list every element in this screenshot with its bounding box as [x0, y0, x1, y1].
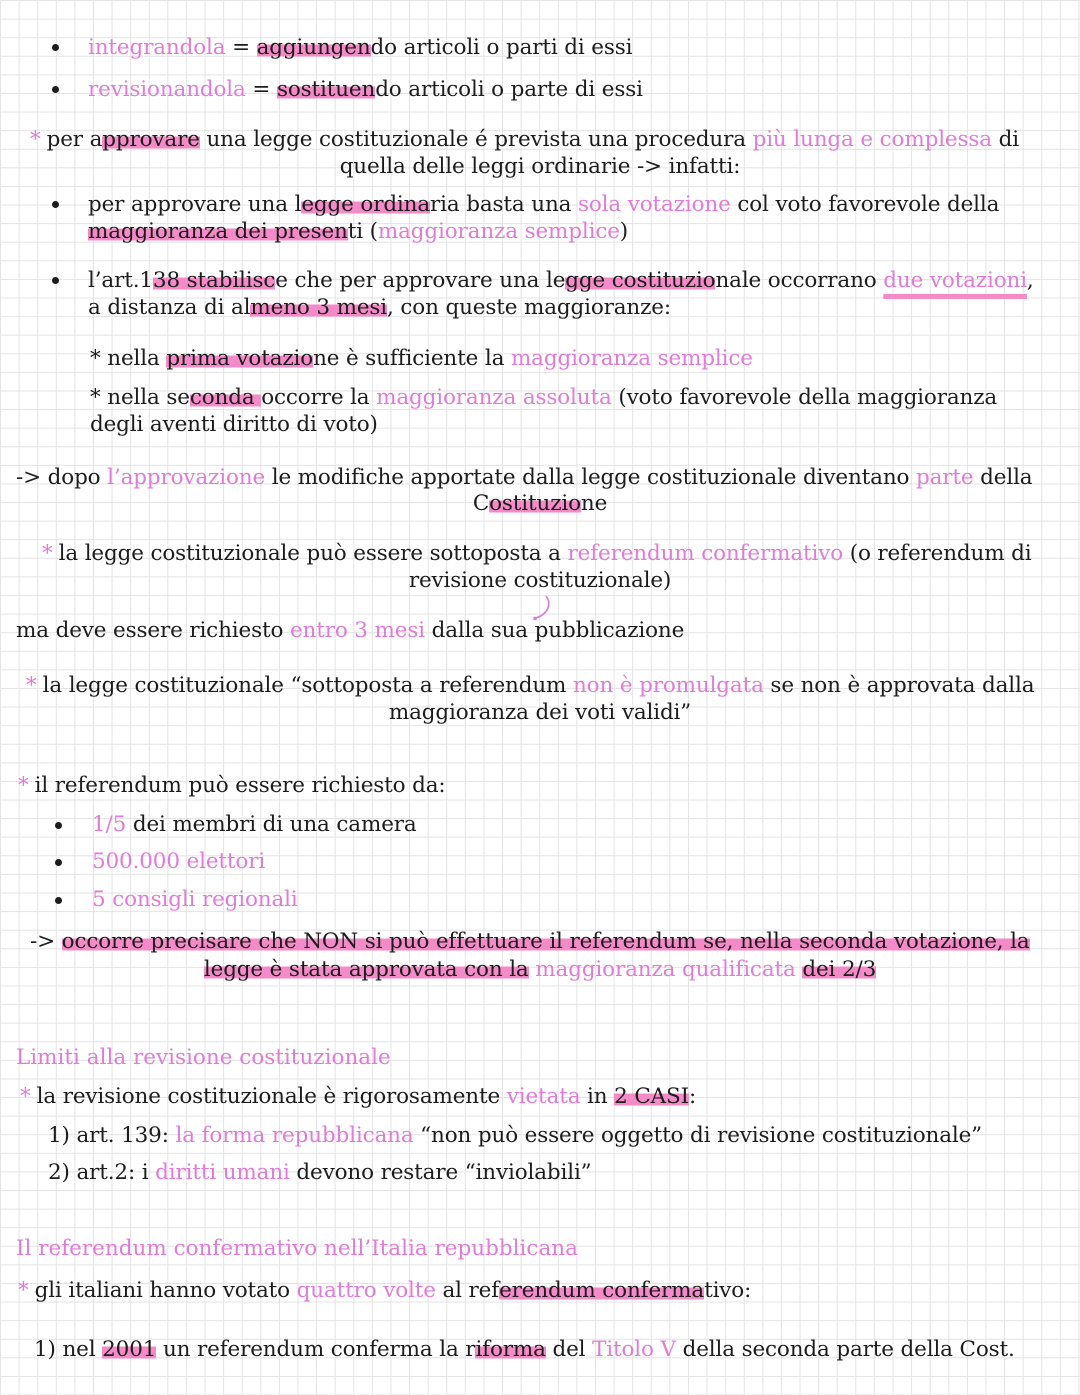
note-line-integrandola: integrandola = aggiungendo articoli o parti di essi [88, 35, 633, 60]
note-after-approval-line2: Costituzione [472, 491, 608, 516]
note-first-vote: * nella prima votazione è sufficiente la maggioranza semplice [90, 346, 753, 371]
note-deadline: ma deve essere richiesto entro 3 mesi dalla sua pubblicazione [16, 618, 685, 643]
bullet-dot [52, 277, 59, 284]
note-second-vote-line2: degli aventi diritto di voto) [90, 412, 378, 437]
asterisk-icon: * [30, 127, 41, 152]
asterisk-icon: * [20, 1084, 31, 1109]
note-exception-line2: legge è stata approvata con la maggioranza qualificata dei 2/3 [203, 957, 877, 982]
list-item-2001: 1) nel 2001 un referendum conferma la riforma del Titolo V della seconda parte della Cost. [34, 1337, 1015, 1362]
bullet-dot [52, 86, 59, 93]
note-art138-line1: l’art.138 stabilisce che per approvare una legge costituzionale occorrano due votazioni, [88, 268, 1034, 293]
note-procedure-line1: * per approvare una legge costituzionale é prevista una procedura più lunga e complessa di [30, 127, 1019, 152]
list-item: 1/5 dei membri di una camera [92, 812, 417, 837]
asterisk-icon: * [26, 673, 37, 698]
note-procedure-line2: quella delle leggi ordinarie -> infatti: [339, 154, 741, 179]
note-promulgation-line2: maggioranza dei voti validi” [388, 700, 692, 725]
note-after-approval-line1: -> dopo l’approvazione le modifiche apportate dalla legge costituzionale diventano parte della [16, 465, 1033, 490]
note-ordinary-law-line1: per approvare una legge ordinaria basta una sola votazione col voto favorevole della [88, 192, 1000, 217]
section-heading-limits: Limiti alla revisione costituzionale [16, 1045, 391, 1070]
list-item: 500.000 elettori [92, 849, 266, 874]
bullet-dot [52, 44, 59, 51]
bullet-dot [55, 897, 62, 904]
asterisk-icon: * [18, 1278, 29, 1303]
note-exception-line1: -> occorre precisare che NON si può effettuare il referendum se, nella seconda votazione, la [30, 929, 1030, 954]
section-heading-referendum-history: Il referendum confermativo nell’Italia repubblicana [16, 1236, 578, 1261]
list-item-art139: 1) art. 139: la forma repubblicana “non può essere oggetto di revisione costituzionale” [48, 1123, 983, 1148]
note-promulgation-line1: * la legge costituzionale “sottoposta a referendum non è promulgata se non è approvata dalla [26, 673, 1035, 698]
list-item: 5 consigli regionali [92, 887, 298, 912]
note-line-revisionandola: revisionandola = sostituendo articoli o parte di essi [88, 77, 643, 102]
note-second-vote-line1: * nella seconda occorre la maggioranza assoluta (voto favorevole della maggioranza [90, 385, 998, 410]
note-four-times: * gli italiani hanno votato quattro volte al referendum confermativo: [18, 1278, 752, 1303]
list-item-art2: 2) art.2: i diritti umani devono restare “inviolabili” [48, 1160, 592, 1185]
note-requesters-title: * il referendum può essere richiesto da: [18, 773, 446, 798]
note-referendum-line1: * la legge costituzionale può essere sottoposta a referendum confermativo (o referendum di [42, 541, 1032, 566]
note-ordinary-law-line2: maggioranza dei presenti (maggioranza semplice) [88, 219, 629, 244]
asterisk-icon: * [18, 773, 29, 798]
asterisk-icon: * [42, 541, 53, 566]
bullet-dot [55, 822, 62, 829]
note-referendum-line2: revisione costituzionale) [408, 568, 672, 593]
bullet-dot [52, 201, 59, 208]
note-art138-line2: a distanza di almeno 3 mesi, con queste maggioranze: [88, 295, 671, 320]
note-forbidden-cases: * la revisione costituzionale è rigorosamente vietata in 2 CASI: [20, 1084, 697, 1109]
bullet-dot [55, 859, 62, 866]
